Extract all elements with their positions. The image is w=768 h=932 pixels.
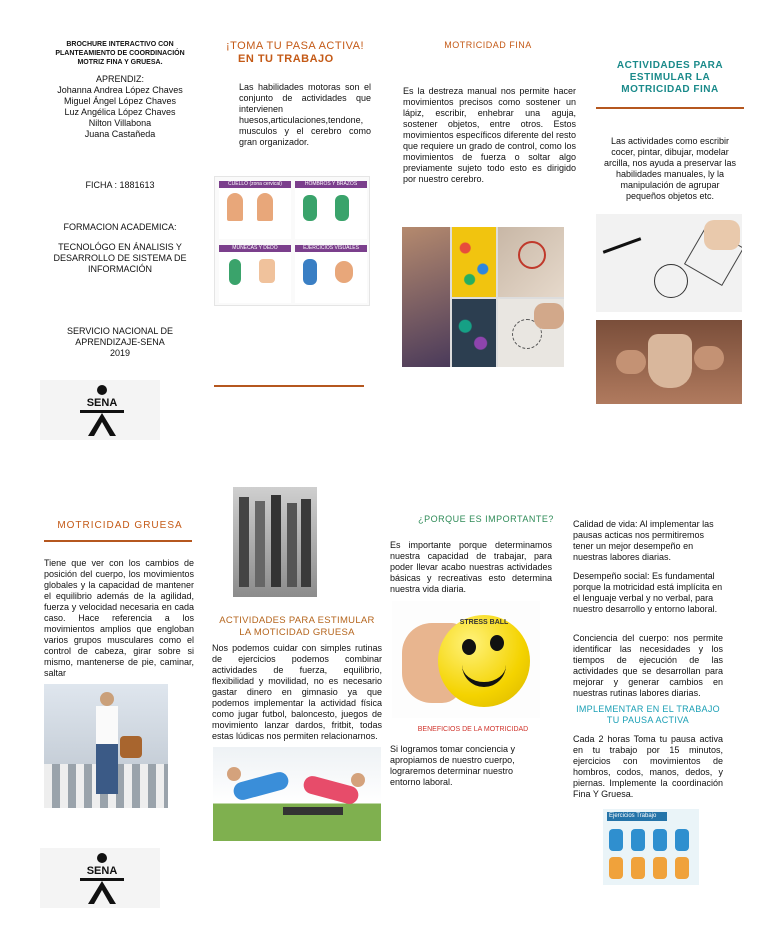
- cover-title: BROCHURE INTERACTIVO CON PLANTEAMIENTO DE COORDINACIÓN MOTRIZ FINA Y GRUESA.: [55, 41, 185, 66]
- implementar-body: Cada 2 horas Toma tu pausa activa en tu trabajo por 15 minutos, ejercicios con movimientos de hombros, codos, manos, dedos, y piernas. Implemente la coordinación Fina Y Gruesa.: [573, 734, 723, 799]
- apprentice-name: Luz Angélica López Chaves: [64, 107, 176, 117]
- beneficios-body: Si logramos tomar conciencia y apropiamos de nuestro cuerpo, lograremos determinar nuestro entorno laboral.: [390, 744, 516, 787]
- actividades-gruesa-title: ACTIVIDADES PARA ESTIMULAR LA MOTICIDAD GRUESA: [219, 615, 375, 638]
- calidad-de-vida: Calidad de vida: Al implementar las pausas acticas nos permitiremos tener un mejor desempeño en nuestras labores diarias.: [573, 519, 714, 562]
- section-divider: [596, 107, 744, 109]
- exercise-couple-image: [213, 747, 381, 841]
- poster-panel-label: HOMBROS Y BRAZOS: [295, 181, 367, 188]
- pausa-title-line2: EN TU TRABAJO: [238, 53, 334, 65]
- implementar-title: IMPLEMENTAR EN EL TRABAJO TU PAUSA ACTIVA: [576, 704, 720, 725]
- pausa-title-line1: ¡TOMA TU PASA ACTIVA!: [226, 40, 365, 52]
- institution-name: SERVICIO NACIONAL DE APRENDIZAJE-SENA: [66, 326, 174, 347]
- importante-body: Es importante porque determinamos nuestra capacidad de trabajar, para poder llevar acabo nuestras actividades básicas y recreativas esto determina nuestra vida diaria.: [390, 540, 552, 594]
- section-divider: [44, 540, 192, 542]
- pottery-image: [596, 320, 742, 404]
- exercise-poster-image: [214, 176, 370, 306]
- sena-logo: [40, 380, 160, 440]
- sena-logo: [40, 848, 160, 908]
- conciencia-del-cuerpo: Conciencia del cuerpo: nos permite identificar las necesidades y los tiempos de ejecución de las actividades que se desarrollan para mejorar y generar cambios en nuestras rutinas labores diarias.: [573, 633, 723, 698]
- work-exercises-poster-image: [603, 809, 699, 885]
- gruesa-title: MOTRICIDAD GRUESA: [57, 520, 183, 531]
- apprentice-name: Nilton Villabona: [88, 118, 152, 128]
- apprentices-label: APRENDIZ:: [95, 74, 144, 84]
- actividades-fina-title: ACTIVIDADES PARA ESTIMULAR LA MOTRICIDAD FINA: [616, 60, 724, 95]
- actividades-fina-body: Las actividades como escribir cocer, pintar, dibujar, modelar arcilla, nos ayuda a preservar las habilidades manuales, ly la manipulación de agrupar pequeños objetos etc.: [603, 136, 737, 201]
- poster-title: Ejercicios Trabajo: [607, 812, 667, 821]
- poster-panel-label: CUELLO (zona cervical): [219, 181, 291, 188]
- beneficios-title: BENEFICIOS DE LA MOTRICIDAD: [417, 726, 529, 733]
- actividades-gruesa-body: Nos podemos cuidar con simples rutinas de ejercicios podemos combinar actividades de fuerza, equilibrio, flexibilidad y movilidad, no es necesario gastar dinero en gimnasio ya que podemos implementar la actividad física como jugar futbol, baloncesto, juegos de movimiento lanzar dardos, fritbit, todas estas lúdicas nos permiten relacionarnos.: [212, 643, 382, 741]
- poster-panel-label: EJERCICIOS VISUALES: [295, 245, 367, 252]
- apprentice-list: [40, 85, 200, 140]
- apprentice-name: Miguel Ángel López Chaves: [63, 96, 177, 106]
- apprentice-name: Juana Castañeda: [84, 129, 156, 139]
- walking-crowd-image: [233, 487, 317, 597]
- fine-motor-collage-image: [402, 227, 564, 367]
- stress-ball-image: [392, 601, 540, 718]
- pausa-body: Las habilidades motoras son el conjunto de actividades que intervienen huesos,articulaciones,tendone, musculos y el cerebro como gran organizador.: [239, 82, 371, 147]
- formacion-label: FORMACION ACADEMICA:: [63, 222, 177, 232]
- ficha-number: FICHA : 1881613: [85, 180, 155, 190]
- apprentice-name: Johanna Andrea López Chaves: [57, 85, 183, 95]
- fina-body: Es la destreza manual nos permite hacer movimientos precisos como sostener un lápiz, escribir, enhebrar una aguja, sostener objetos, entre otros. Estos movimientos específicos diferente del resto que requiere un grado de control, como los movimientos de fuerza o soltar algo previamente sujeto todo esto es dirigido por nuestro cerebro.: [403, 86, 576, 184]
- stress-ball-text: STRESS BALL: [459, 619, 509, 626]
- section-divider: [214, 385, 364, 387]
- year: 2019: [109, 348, 131, 358]
- importante-title: ¿PORQUE ES IMPORTANTE?: [418, 514, 554, 524]
- poster-panel-label: MUÑECAS Y DEDO: [219, 245, 291, 252]
- fina-title: MOTRICIDAD FINA: [444, 40, 532, 50]
- desempeno-social: Desempeño social: Es fundamental porque la motricidad está implícita en el lenguaje verbal y no verbal, para nuestro desarrollo y entorno laboral.: [573, 571, 723, 614]
- walking-woman-image: [44, 684, 168, 808]
- sena-logo-text: SENA: [86, 397, 118, 409]
- gruesa-body: Tiene que ver con los cambios de posición del cuerpo, los movimientos globales y la capacidad de mantener el equilibrio además de la agilidad, fuerza y velocidad necesaria en cada caso. Hace referencia a los movimientos amplios que engloban varios grupos musculares como el control de cabeza, girar sobre si mismo, mantenerse de pie, caminar, saltar: [44, 558, 194, 678]
- program-name: TECNOLÓGO EN ÁNALISIS Y DESARROLLO DE SISTEMA DE INFORMACIÓN: [53, 242, 187, 274]
- sena-logo-text: SENA: [86, 865, 118, 877]
- drawing-hands-image: [596, 214, 742, 312]
